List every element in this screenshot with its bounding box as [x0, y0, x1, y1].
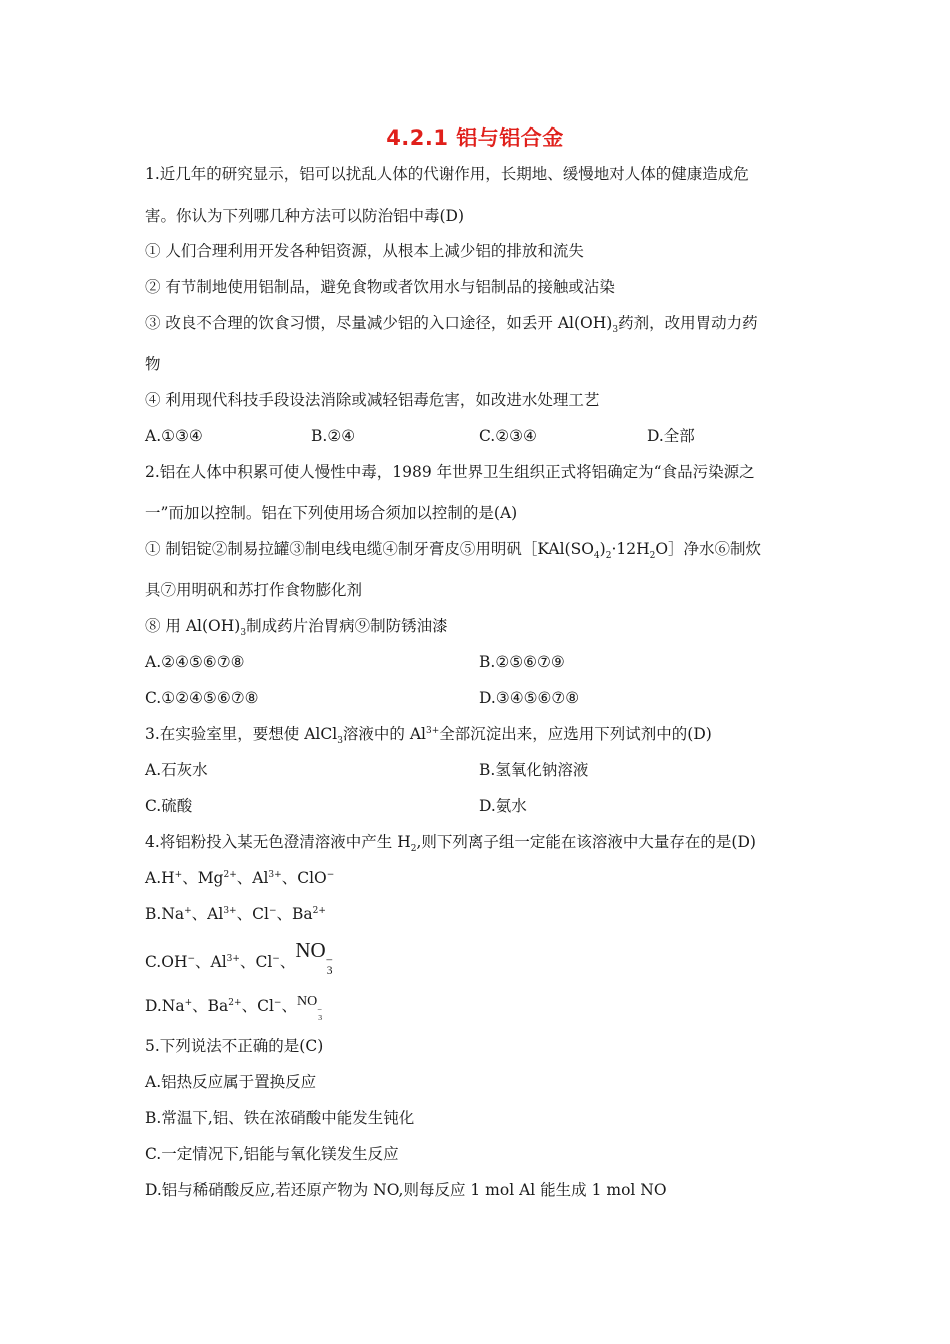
q3-stem: 3.在实验室里，要想使 AlCl$_3$溶液中的 $Al^{3+}$全部沉淀出来，应选用下列试剂中的(D): [145, 725, 712, 747]
q1-option-a: A.①③④: [145, 427, 203, 445]
q2-option-b: B.②⑤⑥⑦⑨: [479, 653, 565, 671]
q2-list-line3: ⑧ 用 $Al(OH)_3$制成药片治胃病⑨制防锈油漆: [145, 617, 448, 639]
q1-item-1: ① 人们合理利用开发各种铝资源，从根本上减少铝的排放和流失: [145, 242, 584, 260]
q1-stem-line1: 1.近几年的研究显示，铝可以扰乱人体的代谢作用，长期地、缓慢地对人体的健康造成危: [145, 165, 749, 183]
nitrate-formula: NO − 3: [296, 994, 323, 1022]
q2-option-c: C.①②④⑤⑥⑦⑧: [145, 689, 259, 707]
q1-option-b: B.②④: [311, 427, 356, 445]
q5-option-c: C.一定情况下,铝能与氧化镁发生反应: [145, 1145, 399, 1163]
q1-option-c: C.②③④: [479, 427, 537, 445]
q2-list-line2: 具⑦用明矾和苏打作食物膨化剂: [145, 581, 363, 599]
q2-option-a: A.②④⑤⑥⑦⑧: [145, 653, 245, 671]
q5-option-d: D.铝与稀硝酸反应,若还原产物为 NO,则每反应 1 mol Al 能生成 1 mol NO: [145, 1181, 667, 1199]
q4-option-b: B.Na+、$Al^{3+}$、Cl−、$Ba^{2+}$: [145, 905, 326, 923]
q3-option-b: B.氢氧化钠溶液: [479, 761, 589, 779]
q3-option-d: D.氨水: [479, 797, 527, 815]
q5-option-a: A.铝热反应属于置换反应: [145, 1073, 317, 1091]
q1-option-d: D.全部: [647, 427, 695, 445]
page-title: 4.2.1 铝与铝合金: [386, 126, 564, 150]
q1-item-2: ② 有节制地使用铝制品，避免食物或者饮用水与铝制品的接触或沾染: [145, 278, 615, 296]
q1-item-3-continued: 物: [145, 355, 161, 373]
q4-option-d: D.Na+、$Ba^{2+}$、Cl−、NO − 3: [145, 996, 326, 1018]
q4-option-a: A.H+、$Mg^{2+}$、$Al^{3+}$、ClO−: [145, 869, 335, 887]
q5-option-b: B.常温下,铝、铁在浓硝酸中能发生钝化: [145, 1109, 415, 1127]
q1-stem-line2: 害。你认为下列哪几种方法可以防治铝中毒(D): [145, 207, 465, 225]
q4-option-c: C.OH−、$Al^{3+}$、Cl−、NO − 3: [145, 938, 333, 978]
q2-option-d: D.③④⑤⑥⑦⑧: [479, 689, 580, 707]
q5-stem: 5.下列说法不正确的是(C): [145, 1037, 324, 1055]
q3-option-c: C.硫酸: [145, 797, 193, 815]
q1-item-3: ③ 改良不合理的饮食习惯，尽量减少铝的入口途径，如丢开 $Al(OH)_3$药剂，改用胃动力药: [145, 314, 758, 336]
q2-list-line1: ① 制铝锭②制易拉罐③制电线电缆④制牙膏皮⑤用明矾$[KAl(SO_4)_2\cdot 12H_2O]$净水⑥制炊: [145, 540, 762, 562]
q1-item-4: ④ 利用现代科技手段设法消除或减轻铝毒危害，如改进水处理工艺: [145, 391, 600, 409]
nitrate-formula: NO − 3: [295, 938, 333, 978]
q3-option-a: A.石灰水: [145, 761, 208, 779]
q2-stem-line2: 一”而加以控制。铝在下列使用场合须加以控制的是(A): [145, 504, 518, 522]
q4-stem: 4.将铝粉投入某无色澄清溶液中产生 $H_2$,则下列离子组一定能在该溶液中大量存在的是(D): [145, 833, 756, 855]
q2-stem-line1: 2.铝在人体中积累可使人慢性中毒，1989 年世界卫生组织正式将铝确定为“食品污染源之: [145, 463, 755, 481]
